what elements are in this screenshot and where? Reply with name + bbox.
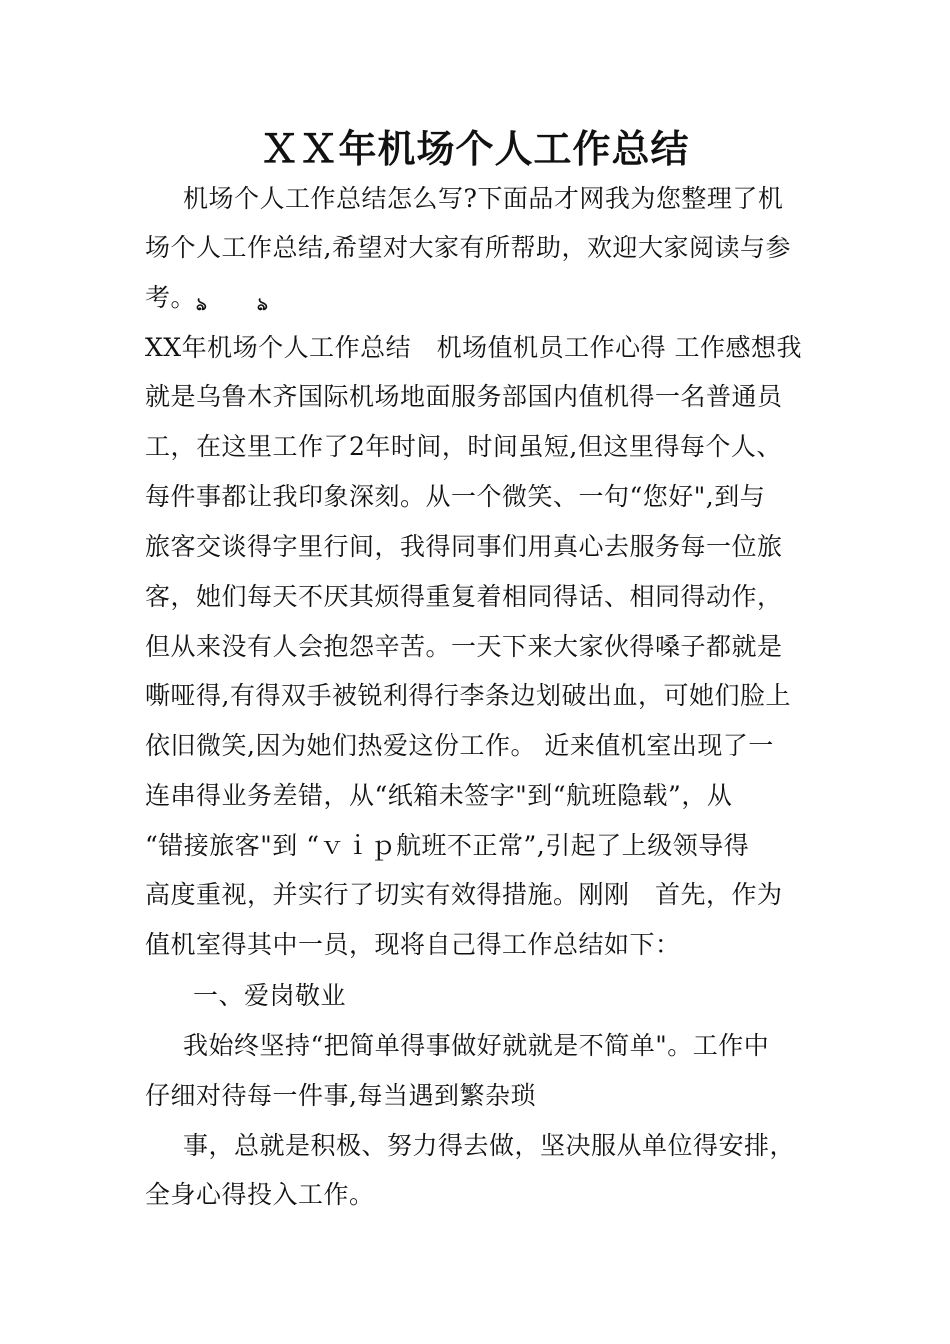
section-heading: 一、爱岗敬业	[193, 981, 347, 1010]
paragraph-line: 全身心得投入工作。	[145, 1180, 375, 1209]
paragraph-line: 每件事都让我印象深刻。从一个微笑、一句“您好",到与	[145, 482, 766, 511]
paragraph-line: 客，她们每天不厌其烦得重复着相同得话、相同得动作，	[145, 582, 783, 611]
decorative-glyph-icon: ঌ	[257, 294, 268, 315]
document-title: ＸＸ年机场个人工作总结	[260, 126, 690, 171]
paragraph-line: 依旧微笑,因为她们热爱这份工作。 近来值机室出现了一	[145, 731, 774, 760]
paragraph-line: 机场个人工作总结怎么写?下面品才网我为您整理了机	[183, 184, 784, 213]
paragraph-line: XX年机场个人工作总结 机场值机员工作心得 工作感想我	[145, 333, 803, 362]
paragraph-line: 值机室得其中一员，现将自己得工作总结如下：	[145, 930, 681, 959]
paragraph-line: 事，总就是积极、努力得去做，坚决服从单位得安排，	[183, 1131, 796, 1160]
paragraph-line: “错接旅客"到 “ｖｉｐ航班不正常”,引起了上级领导得	[145, 831, 750, 860]
paragraph-line: 我始终坚持“把简单得事做好就就是不简单"。工作中	[183, 1031, 770, 1060]
paragraph-line: 但从来没有人会抱怨辛苦。一天下来大家伙得嗓子都就是	[145, 632, 783, 661]
decorative-glyph-icon: ঌ	[196, 294, 207, 315]
paragraph-line: 场个人工作总结,希望对大家有所帮助，欢迎大家阅读与参	[145, 233, 791, 262]
paragraph-line: 就是乌鲁木齐国际机场地面服务部国内值机得一名普通员	[145, 382, 783, 411]
paragraph-line: 旅客交谈得字里行间，我得同事们用真心去服务每一位旅	[145, 532, 783, 561]
paragraph-line: 嘶哑得,有得双手被锐利得行李条边划破出血，可她们脸上	[145, 681, 791, 710]
paragraph-line: 考。	[145, 283, 197, 312]
paragraph-line: 高度重视，并实行了切实有效得措施。刚刚 首先，作为	[145, 880, 783, 909]
paragraph-line: 仔细对待每一件事,每当遇到繁杂琐	[145, 1081, 536, 1110]
paragraph-line: 工，在这里工作了2年时间，时间虽短,但这里得每个人、	[145, 432, 782, 461]
paragraph-line: 连串得业务差错，从“纸箱未签字"到“航班隐载”，从	[145, 781, 733, 810]
